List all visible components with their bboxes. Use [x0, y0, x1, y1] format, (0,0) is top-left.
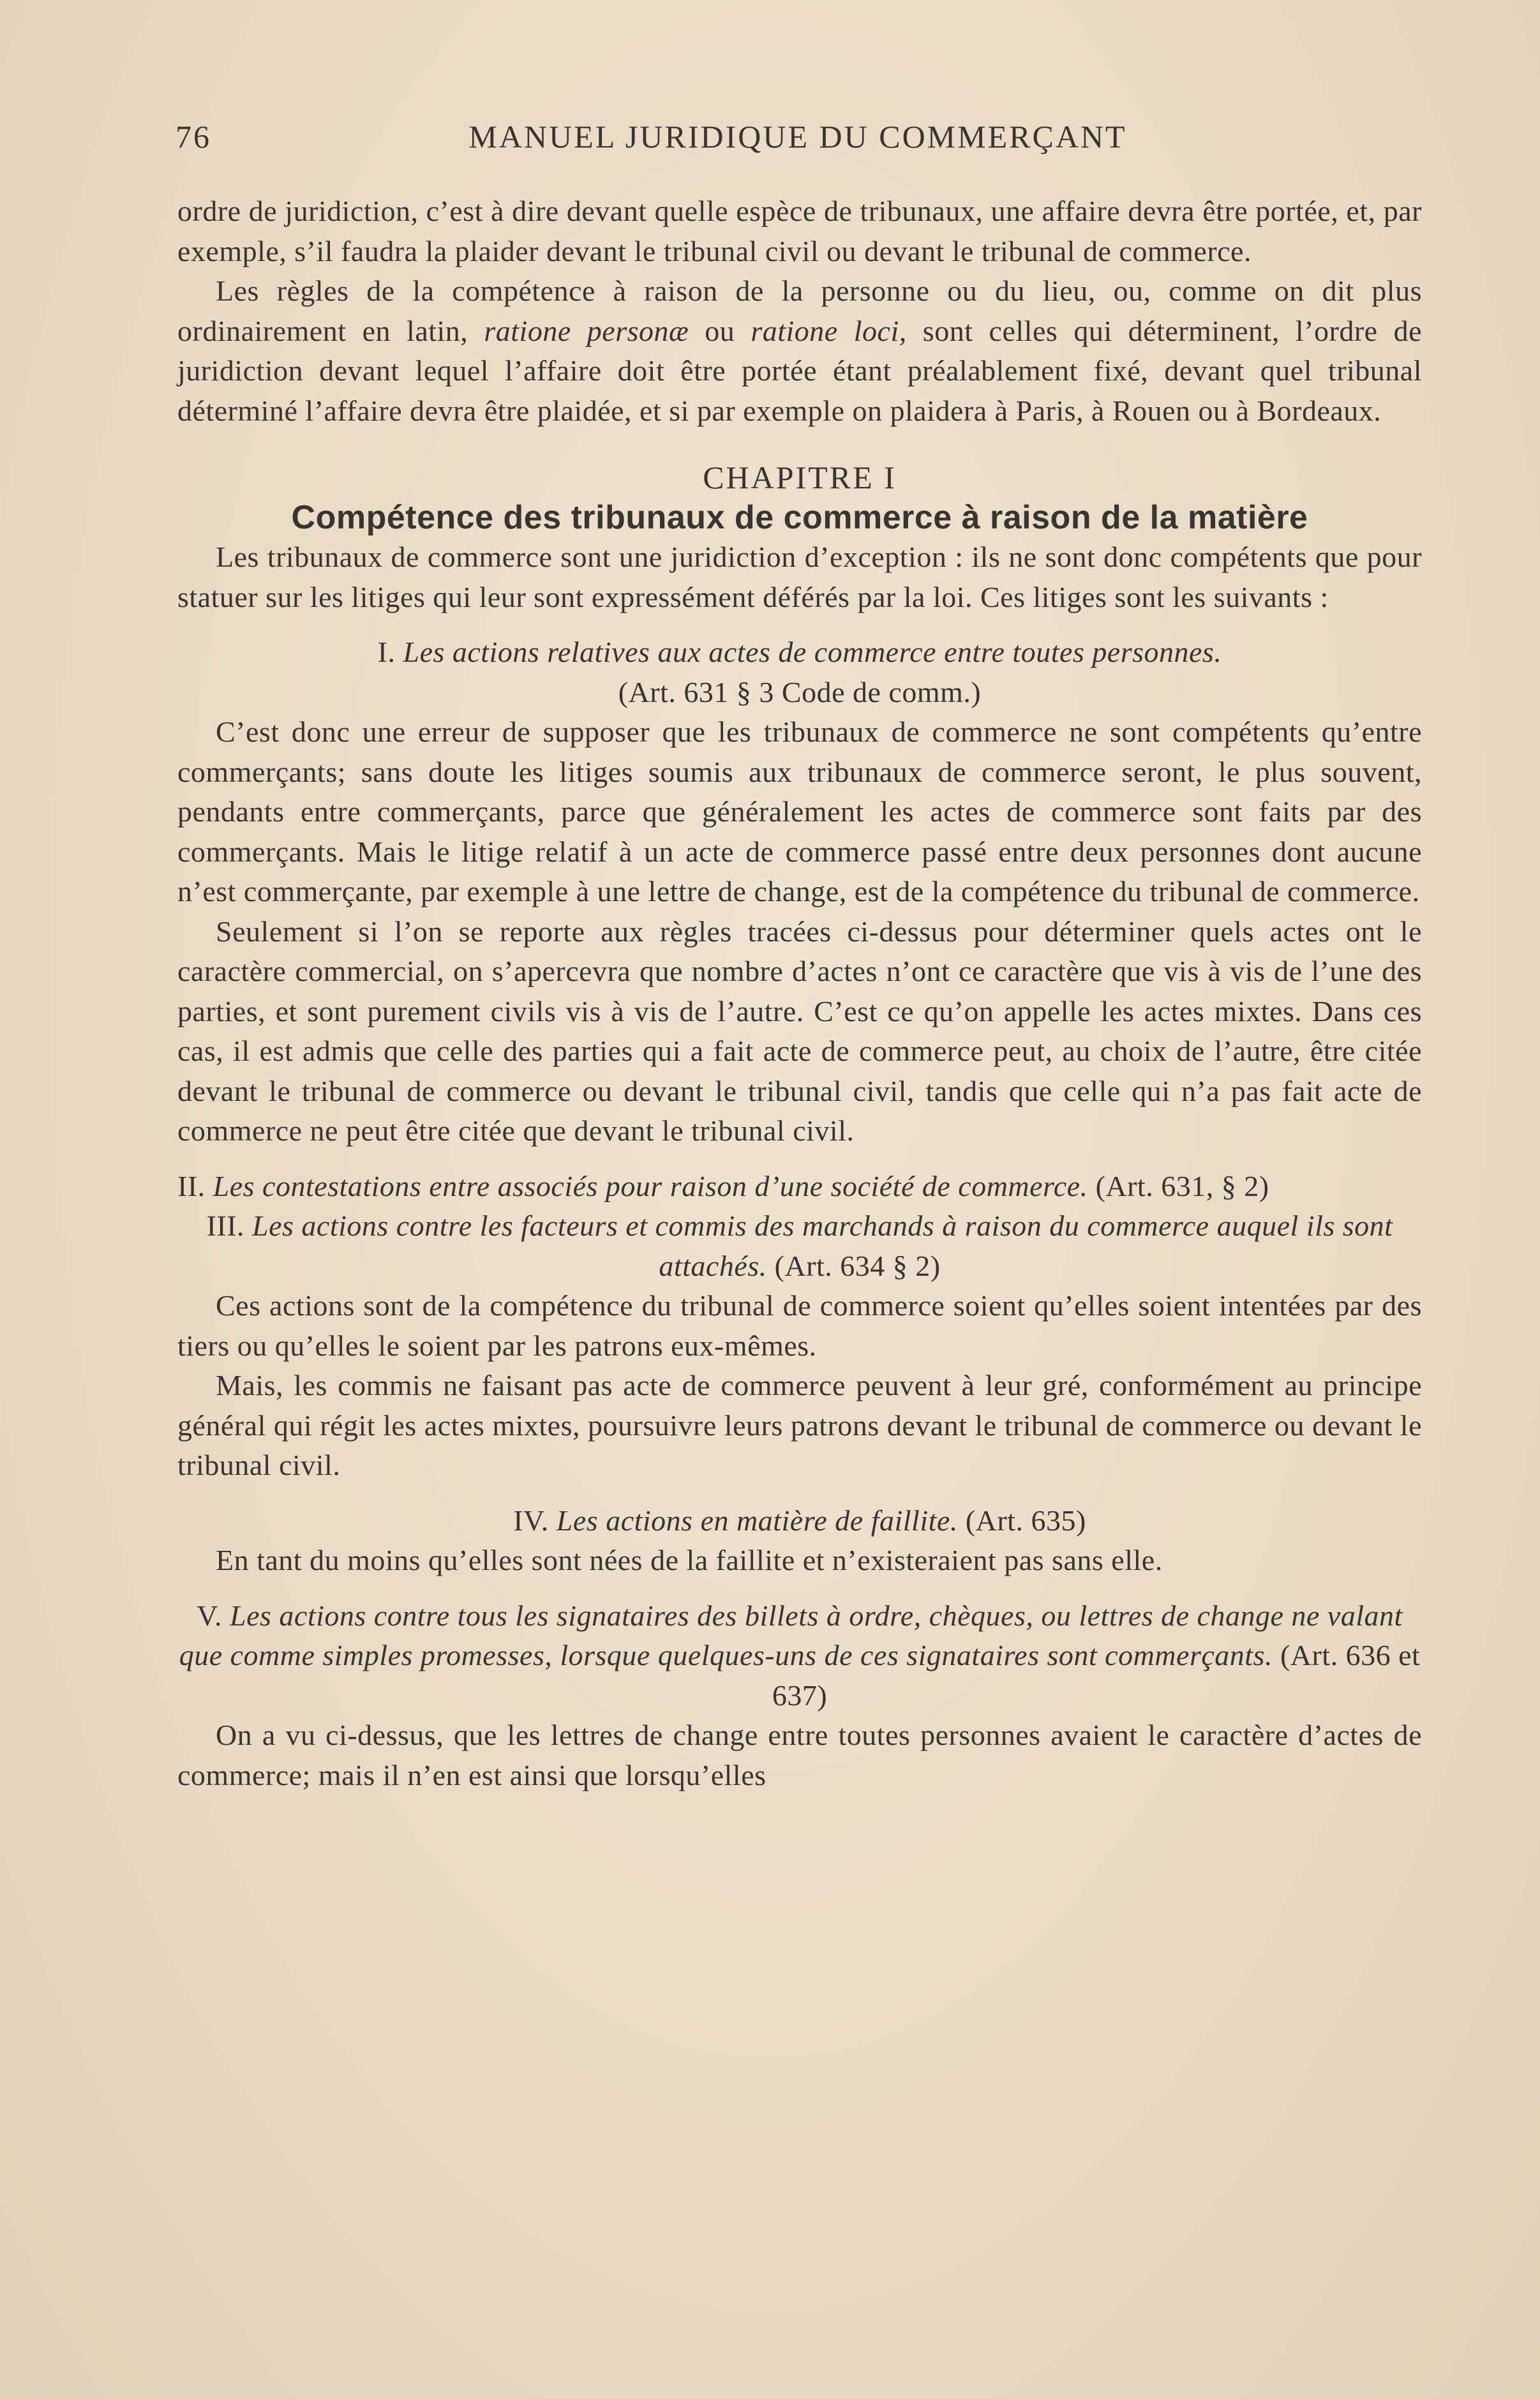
section-3-paragraph-2: Mais, les commis ne faisant pas acte de commerce peuvent à leur gré, conformément au principe général qui régit les actes mixtes, poursuivre leurs patrons devant le tribunal de commerce ou devant le tribunal civil. [177, 1369, 1422, 1481]
section-2-heading: II. Les contestations entre associés pour raison d’une société de commerce. (Art. 631, § 2) [177, 1169, 1269, 1202]
section-3-paragraph-1: Ces actions sont de la compétence du tribunal de commerce soient qu’elles soient intentées par des tiers ou qu’elles le soient par les patrons eux-mêmes. [177, 1289, 1422, 1362]
section-3-heading: III. Les actions contre les facteurs et commis des marchands à raison du commerce auquel ils sont attachés. (Art. 634 § 2) [206, 1209, 1393, 1282]
section-1-heading: I. Les actions relatives aux actes de commerce entre toutes personnes. [377, 636, 1222, 668]
section-4-paragraph-1: En tant du moins qu’elles sont nées de la faillite et n’existeraient pas sans elle. [216, 1544, 1163, 1576]
chapter-paragraph-1: Les tribunaux de commerce sont une juridiction d’exception : ils ne sont donc compétents que pour statuer sur les litiges qui leur sont expressément déférés par la loi. Ces litiges sont les suivants : [177, 541, 1422, 613]
section-5-paragraph-1: On a vu ci-dessus, que les lettres de change entre toutes personnes avaient le caractère d’actes de commerce; mais il n’en est ainsi que lorsqu’elles [177, 1719, 1422, 1791]
chapter-title: Compétence des tribunaux de commerce à raison de la matière [291, 498, 1308, 536]
page-number: 76 [176, 119, 211, 154]
section-1-paragraph-2: Seulement si l’on se reporte aux règles tracées ci-dessus pour déterminer quels actes ont le caractère commercial, on s’apercevra que nombre d’actes n’ont ce caractère que vis à vis de l’une des parties, et sont purement civils vis à vis de l’autre. C’est ce qu’on appelle les actes mixtes. Dans ces cas, il est admis que celle des parties qui a fait acte de commerce peut, au choix de l’autre, être citée devant le tribunal de commerce ou devant le tribunal civil, tandis que celle qui n’a pas fait acte de commerce ne peut être citée que devant le tribunal civil. [177, 915, 1422, 1147]
body-text [177, 191, 1422, 1795]
intro-paragraph-1: ordre de juridiction, c’est à dire devant quelle espèce de tribunaux, une affaire devra être portée, et, par exemple, s’il faudra la plaider devant le tribunal civil ou devant le tribunal de commerce. [177, 195, 1422, 267]
section-4-heading: IV. Les actions en matière de faillite. (Art. 635) [513, 1504, 1086, 1537]
chapter-label: CHAPITRE I [703, 460, 897, 495]
section-1-reference: (Art. 631 § 3 Code de comm.) [618, 675, 982, 708]
section-1-paragraph-1: C’est donc une erreur de supposer que les tribunaux de commerce ne sont compétents qu’entre commerçants; sans doute les litiges soumis aux tribunaux de commerce seront, le plus souvent, pendants entre commerçants, parce que généralement les actes de commerce sont faits par des commerçants. Mais le litige relatif à un acte de commerce passé entre deux personnes dont aucune n’est commerçante, par exemple à une lettre de change, est de la compétence du tribunal de commerce. [177, 715, 1422, 908]
running-title: MANUEL JURIDIQUE DU COMMERÇANT [468, 119, 1127, 154]
running-head [176, 118, 1420, 163]
section-5-heading: V. Les actions contre tous les signataires des billets à ordre, chèques, ou lettres de change ne valant que comme simples promesses, lorsque quelques-uns de ces signataires sont commerçants. (Art. 636 et 637) [179, 1599, 1421, 1712]
intro-paragraph-2: Les règles de la compétence à raison de la personne ou du lieu, ou, comme on dit plus ordinairement en latin, ratione personæ ou ratione loci, sont celles qui déterminent, l’ordre de juridiction devant lequel l’affaire doit être portée étant préalablement fixé, devant quel tribunal déterminé l’affaire devra être plaidée, et si par exemple on plaidera à Paris, à Rouen ou à Bordeaux. [177, 274, 1423, 427]
